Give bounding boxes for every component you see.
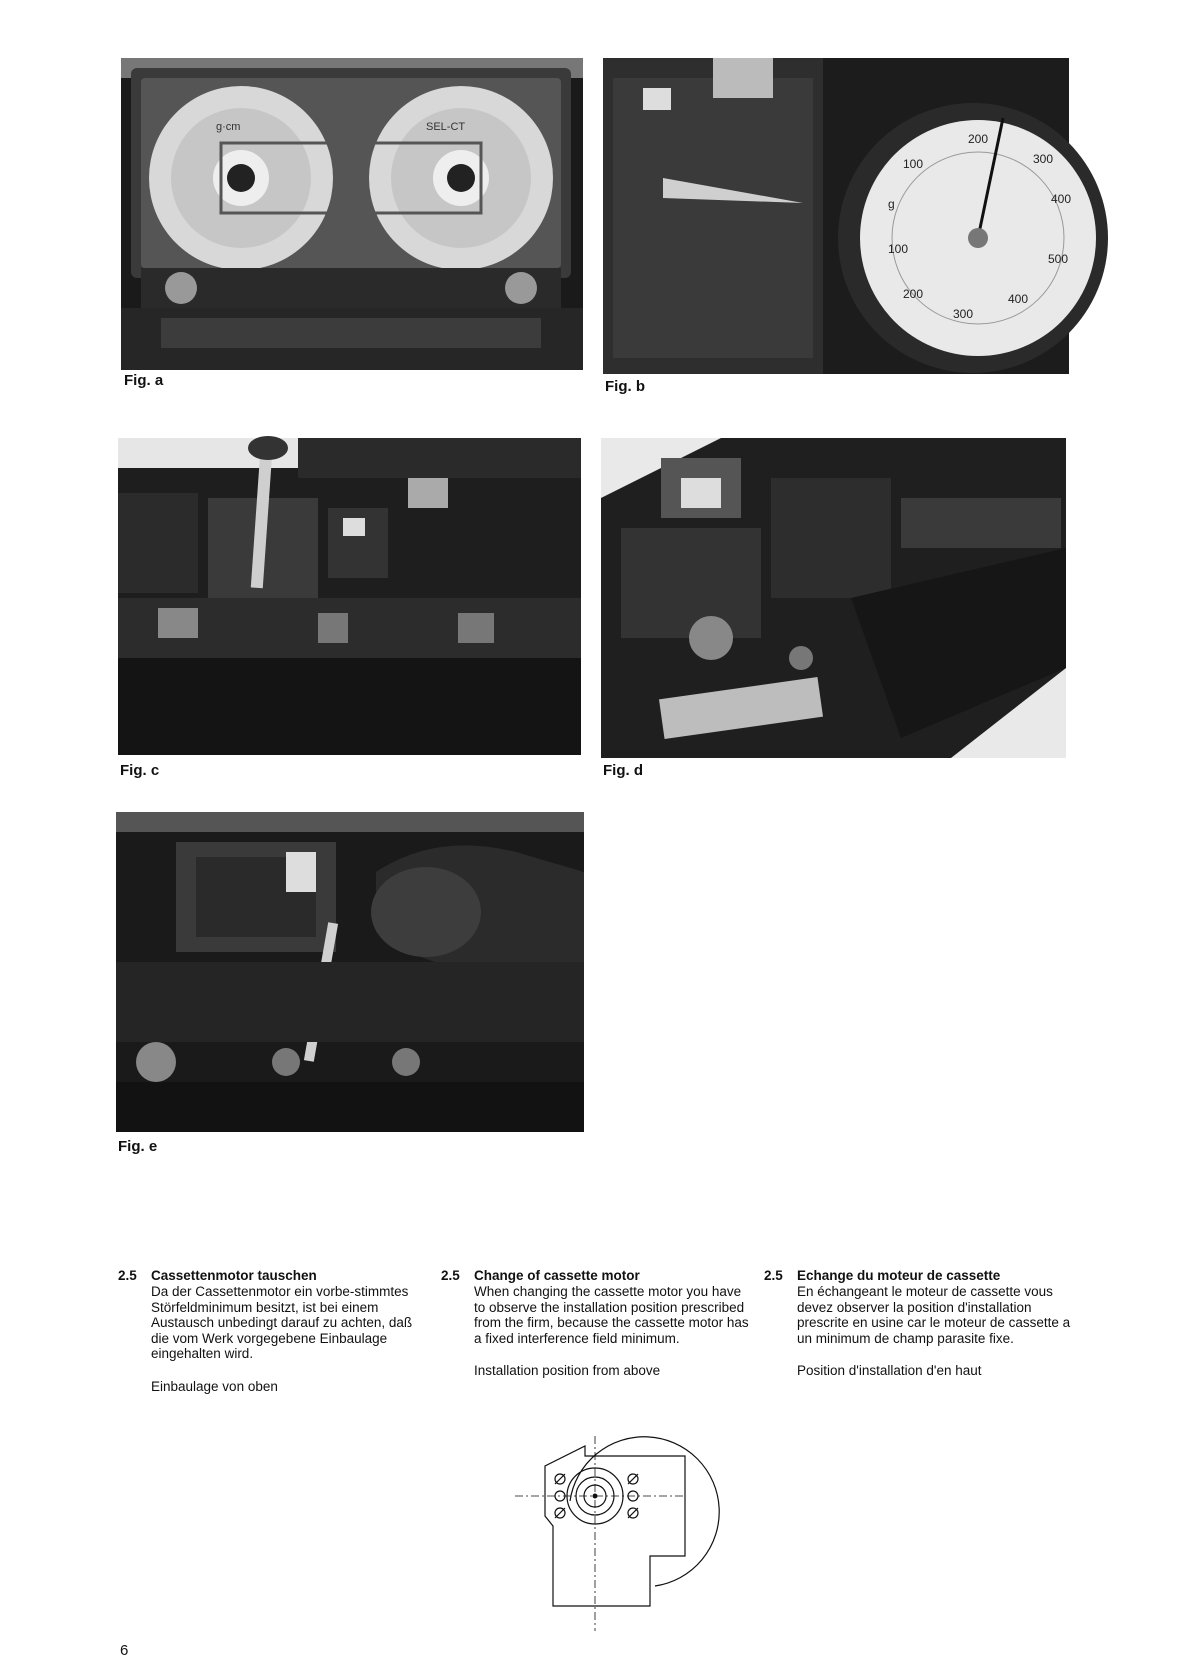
- motor-photo: [116, 812, 584, 1132]
- figure-b-photo: [603, 58, 1072, 374]
- section-position-caption: Einbaulage von oben: [151, 1378, 278, 1394]
- figure-e-photo: [116, 812, 584, 1132]
- gauge-scale-number: 500: [1048, 252, 1069, 266]
- figure-e-label: Fig. e: [118, 1138, 158, 1155]
- section-number: 2.5: [118, 1268, 137, 1283]
- cassette-left-label: g·cm: [216, 121, 241, 133]
- gauge-scale-number: 200: [968, 132, 989, 146]
- figure-d-label: Fig. d: [603, 762, 643, 779]
- gauge-scale-number: 300: [1033, 152, 1054, 166]
- section-body: When changing the cassette motor you have to observe the installation position prescribed from the firm, because the cassette motor has a fixed interference field minimum.: [474, 1284, 749, 1346]
- cassette-photo: [121, 58, 583, 370]
- section-position-caption: Installation position from above: [474, 1363, 661, 1379]
- section-english: [441, 1268, 751, 1378]
- figure-c-photo: [118, 438, 581, 755]
- section-body: En échangeant le moteur de cassette vous devez observer la position d'installation prescrite en usine car le moteur de cassette a un minimum de champ parasite fixe.: [797, 1284, 1071, 1346]
- screwdriver-photo: [118, 438, 581, 755]
- gauge-scale-number: 100: [888, 242, 909, 256]
- gauge-scale-number: 400: [1051, 192, 1072, 206]
- section-title: Cassettenmotor tauschen: [151, 1268, 317, 1283]
- gauge-photo: [603, 58, 1072, 374]
- figure-d-photo: [601, 438, 1066, 758]
- section-title: Change of cassette motor: [474, 1268, 640, 1283]
- section-title: Echange du moteur de cassette: [797, 1268, 1001, 1283]
- motor-diagram-svg: [525, 1416, 725, 1636]
- gauge-scale-number: 400: [1008, 292, 1029, 306]
- figure-a-photo: [121, 58, 583, 370]
- gauge-scale-unit: g: [888, 197, 895, 211]
- gauge-scale-number: 300: [953, 307, 974, 321]
- section-body: Da der Cassettenmotor ein vorbe-stimmtes Störfeldminimum besitzt, ist bei einem Austausch unbedingt darauf zu achten, daß die vom Werk vorgegebene Einbaulage eingehalten wird.: [151, 1284, 413, 1362]
- section-number: 2.5: [764, 1268, 783, 1283]
- motor-installation-diagram: [525, 1416, 725, 1636]
- figure-a-label: Fig. a: [124, 372, 164, 389]
- gauge-scale-number: 100: [903, 157, 924, 171]
- gauge-scale-number: 200: [903, 287, 924, 301]
- section-position-caption: Position d'installation d'en haut: [797, 1363, 982, 1379]
- cassette-right-label: SEL-CT: [426, 121, 466, 133]
- section-french: [764, 1268, 1074, 1378]
- section-german: [118, 1268, 428, 1394]
- section-number: 2.5: [441, 1268, 460, 1283]
- figure-b-label: Fig. b: [605, 378, 645, 395]
- page-number: 6: [120, 1642, 129, 1659]
- figure-c-label: Fig. c: [120, 762, 160, 779]
- mechanism-photo: [601, 438, 1066, 758]
